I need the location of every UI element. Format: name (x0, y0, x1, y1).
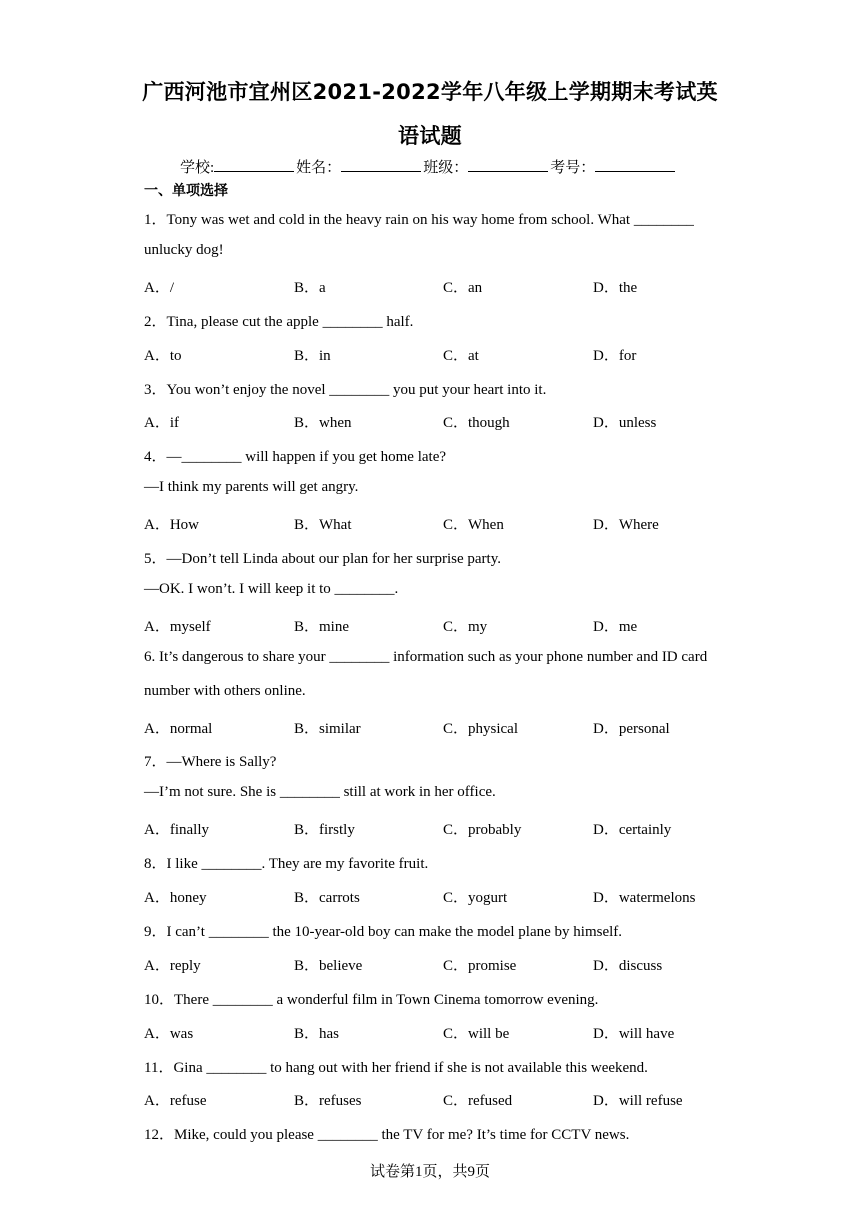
option-c: C．refused (443, 1093, 513, 1110)
exam-title-line-2: 语试题 (398, 124, 462, 148)
option-a: A．honey (144, 890, 207, 906)
option-a: A．refuse (144, 1093, 207, 1110)
option-b: B．What (294, 517, 352, 534)
question-stem: 7．—Where is Sally? (144, 754, 277, 771)
page-footer: 试卷第1页，共9页 (369, 1164, 490, 1180)
option-c: C．my (443, 618, 488, 635)
option-a: A．How (144, 517, 199, 534)
option-a: A．myself (144, 618, 211, 635)
name-blank (341, 157, 421, 172)
option-b: B．mine (294, 618, 349, 635)
option-d: D．certainly (593, 822, 672, 839)
option-d: D．personal (593, 720, 670, 737)
option-b: B．similar (294, 720, 361, 737)
class-blank (468, 157, 548, 172)
question-stem: 9．I can’t ________ the 10-year-old boy can make the model plane by himself. (144, 923, 623, 940)
option-b: B．a (294, 279, 326, 296)
option-b: B．carrots (294, 890, 360, 906)
section-title: 一、单项选择 (144, 183, 228, 199)
question-stem: 2．Tina, please cut the apple ________ half. (144, 313, 414, 330)
question-stem-continued: unlucky dog! (144, 241, 224, 258)
option-d: D．will refuse (593, 1093, 683, 1110)
option-a: A．was (144, 1025, 194, 1042)
option-c: C．will be (443, 1025, 510, 1042)
question-stem: 11．Gina ________ to hang out with her friend if she is not available this weekend. (144, 1059, 648, 1076)
question-stem-continued: —OK. I won’t. I will keep it to ________. (144, 580, 399, 597)
student-info-row (180, 156, 677, 177)
option-d: D．will have (593, 1025, 675, 1042)
option-a: A．finally (144, 822, 209, 839)
option-c: C．probably (443, 822, 522, 839)
option-a: A．normal (144, 720, 213, 737)
option-c: C．though (443, 415, 510, 432)
school-label: 学校: (180, 160, 215, 176)
question-stem: 3．You won’t enjoy the novel ________ you put your heart into it. (144, 381, 547, 398)
exam-number-label: 考号： (550, 160, 596, 176)
exam-title-line-1: 广西河池市宜州区2021-2022学年八年级上学期期末考试英 (142, 80, 718, 104)
option-d: D．me (593, 618, 638, 635)
exam-number-blank (595, 157, 675, 172)
option-c: C．physical (443, 720, 518, 737)
option-c: C．When (443, 517, 504, 534)
option-d: D．for (593, 347, 637, 364)
question-stem: 4．—________ will happen if you get home late? (144, 449, 447, 466)
question-stem-continued: —I’m not sure. She is ________ still at work in her office. (144, 784, 496, 801)
question-stem: 1．Tony was wet and cold in the heavy rain on his way home from school. What ________ (144, 212, 694, 228)
option-d: D．Where (593, 517, 659, 534)
option-a: A．/ (144, 279, 175, 296)
question-stem: 12．Mike, could you please ________ the TV for me? It’s time for CCTV news. (144, 1127, 630, 1144)
option-c: C．yogurt (443, 890, 508, 906)
question-stem-continued: —I think my parents will get angry. (144, 479, 359, 496)
option-a: A．if (144, 415, 179, 432)
question-stem: 8．I like ________. They are my favorite fruit. (144, 856, 429, 873)
option-c: C．an (443, 279, 483, 296)
option-b: B．firstly (294, 822, 355, 839)
option-b: B．has (294, 1025, 340, 1042)
option-b: B．when (294, 415, 352, 432)
question-stem: 6. It’s dangerous to share your ________ information such as your phone number and ID card (144, 648, 708, 665)
option-d: D．unless (593, 415, 657, 432)
question-stem: 5．—Don’t tell Linda about our plan for her surprise party. (144, 551, 501, 567)
option-c: C．promise (443, 957, 517, 974)
question-stem: 10．There ________ a wonderful film in Town Cinema tomorrow evening. (144, 991, 599, 1008)
option-c: C．at (443, 347, 479, 364)
option-b: B．refuses (294, 1093, 362, 1110)
option-b: B．in (294, 347, 331, 364)
option-a: A．to (144, 347, 182, 364)
school-blank (214, 157, 294, 172)
name-label: 姓名： (296, 160, 342, 176)
class-label: 班级： (423, 160, 469, 176)
option-d: D．the (593, 279, 638, 296)
option-a: A．reply (144, 957, 201, 974)
option-b: B．believe (294, 957, 363, 974)
option-d: D．watermelons (593, 890, 696, 906)
option-d: D．discuss (593, 957, 663, 974)
question-stem-continued: number with others online. (144, 682, 306, 699)
